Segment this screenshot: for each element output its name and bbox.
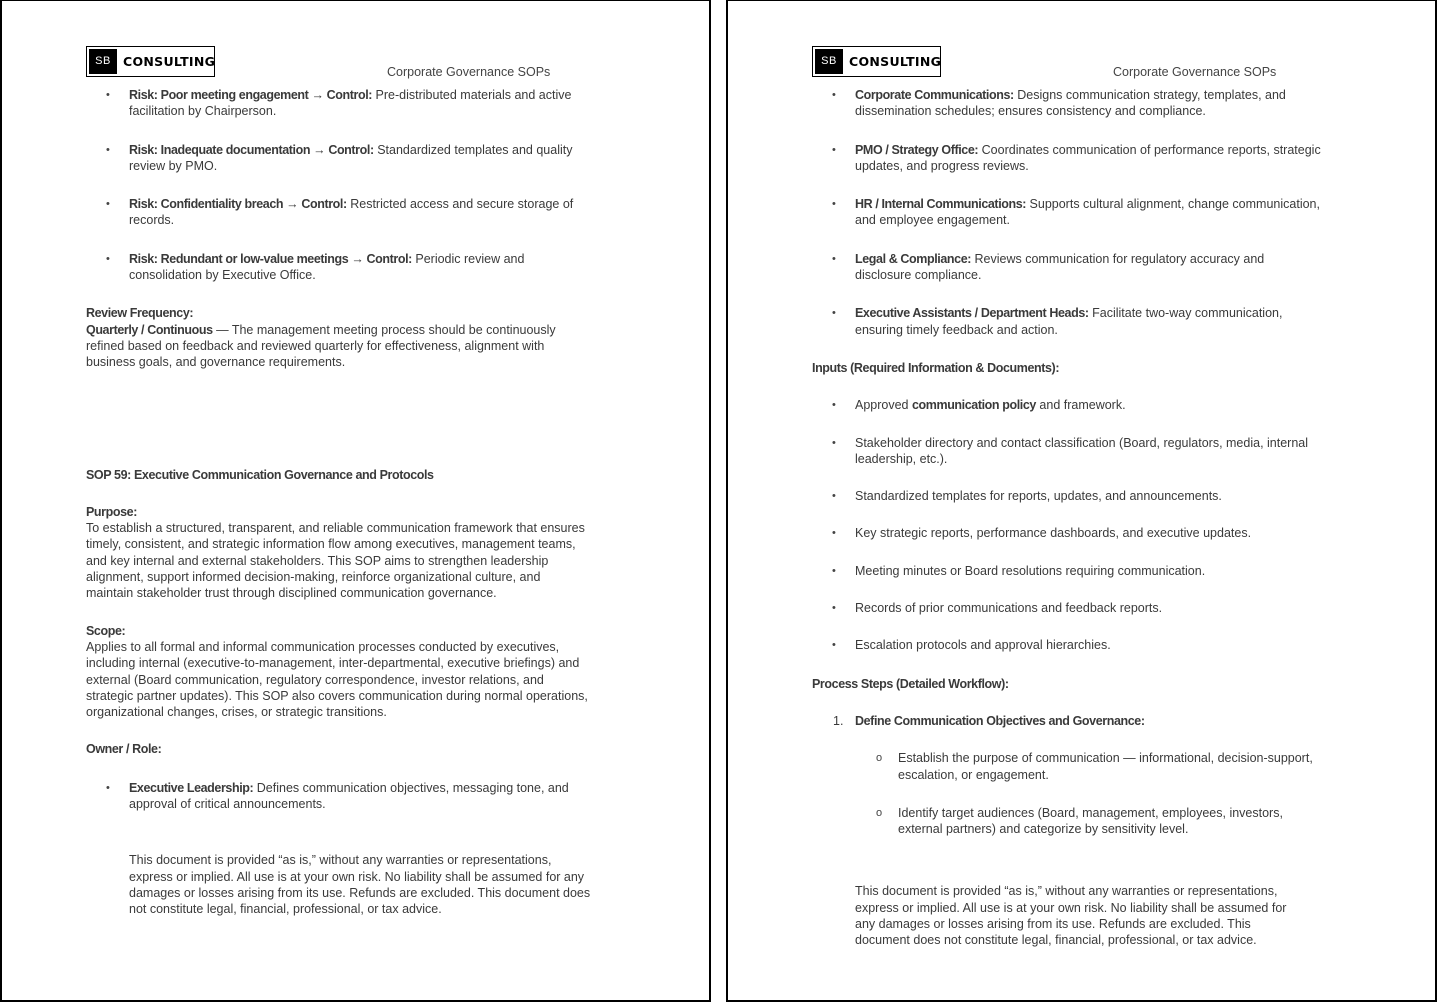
- page-content: [812, 87, 1322, 949]
- process-step: [812, 713, 1322, 729]
- disclaimer: This document is provided “as is,” without any warranties or representations, express or implied. All use is at your own risk. No liability shall be assumed for any damages or losses arising from its use. Refunds are excluded. This document does not constitute legal, financial, professional, or tax advice.: [855, 884, 1287, 948]
- logo-wordmark: CONSULTING: [123, 54, 216, 69]
- purpose-label: Purpose:: [86, 504, 137, 519]
- list-item: • Risk: Redundant or low-value meetings → Control: Periodic review and consolidation by Executive Office.: [86, 251, 591, 284]
- page-content: [86, 87, 591, 918]
- review-frequency-label: Review Frequency:: [86, 306, 194, 321]
- inputs-list: [812, 397, 1322, 653]
- review-frequency-text: Quarterly / Continuous — The management meeting process should be continuously refined based on feedback and reviewed quarterly for effectiveness, alignment with business goals, and governance requirements.: [86, 322, 556, 370]
- step-title: Define Communication Objectives and Governance:: [855, 713, 1145, 728]
- step-number: 1.: [833, 713, 844, 728]
- list-item: • Meeting minutes or Board resolutions requiring communication.: [812, 563, 1322, 579]
- list-item: • Approved communication policy and framework.: [812, 397, 1322, 413]
- substep-item: o Identify target audiences (Board, management, employees, investors, external partners) and categorize by sensitivity level.: [812, 805, 1322, 838]
- sb-consulting-logo: [812, 46, 941, 77]
- purpose-text: To establish a structured, transparent, and reliable communication framework that ensures timely, consistent, and strategic information flow among executives, management teams, and key internal and external stakeholders. This SOP aims to strengthen leadership alignment, support informed decision-making, reinforce organizational culture, and maintain stakeholder trust through disciplined communication governance.: [86, 521, 585, 601]
- list-item: • HR / Internal Communications: Supports cultural alignment, change communication, and employee engagement.: [812, 196, 1322, 229]
- scope-label: Scope:: [86, 623, 126, 638]
- substep-item: o Establish the purpose of communication — informational, decision-support, escalation, or engagement.: [812, 750, 1322, 783]
- list-item: • Risk: Inadequate documentation → Control: Standardized templates and quality review by PMO.: [86, 142, 591, 175]
- list-item: • Key strategic reports, performance dashboards, and executive updates.: [812, 525, 1322, 541]
- list-item: • PMO / Strategy Office: Coordinates communication of performance reports, strategic updates, and progress reviews.: [812, 142, 1322, 175]
- list-item: • Risk: Confidentiality breach → Control: Restricted access and secure storage of records.: [86, 196, 591, 229]
- document-page-right: [726, 0, 1437, 1002]
- logo-wordmark: CONSULTING: [849, 54, 942, 69]
- list-item: • Executive Assistants / Department Heads: Facilitate two-way communication, ensuring timely feedback and action.: [812, 305, 1322, 338]
- sb-consulting-logo: [86, 46, 215, 77]
- risk-control-list: [86, 87, 591, 283]
- owner-list: [86, 780, 591, 813]
- logo-mark: SB: [89, 49, 117, 74]
- list-item: • Legal & Compliance: Reviews communication for regulatory accuracy and disclosure compliance.: [812, 251, 1322, 284]
- process-steps-list: [812, 713, 1322, 729]
- owner-role-label: Owner / Role:: [86, 742, 162, 757]
- scope-text: Applies to all formal and informal communication processes conducted by executives, including internal (executive-to-management, inter-departmental, executive briefings) and external (Board communication, regulatory correspondence, investor relations, and strategic partner updates). This SOP also covers communication during normal operations, organizational changes, crises, or strategic transitions.: [86, 639, 588, 720]
- page-header-title: Corporate Governance SOPs: [387, 65, 551, 79]
- logo-mark: SB: [815, 49, 843, 74]
- list-item: • Records of prior communications and feedback reports.: [812, 600, 1322, 616]
- list-item: • Executive Leadership: Defines communication objectives, messaging tone, and approval of critical announcements.: [86, 780, 591, 813]
- owner-list: [812, 87, 1322, 338]
- sop-title: SOP 59: Executive Communication Governance and Protocols: [86, 467, 434, 482]
- list-item: • Stakeholder directory and contact classification (Board, regulators, media, internal leadership, etc.).: [812, 435, 1322, 468]
- list-item: • Corporate Communications: Designs communication strategy, templates, and dissemination schedules; ensures consistency and compliance.: [812, 87, 1322, 120]
- document-page-left: [0, 0, 711, 1002]
- process-steps-label: Process Steps (Detailed Workflow):: [812, 676, 1009, 691]
- substeps-list: [812, 750, 1322, 837]
- page-header-title: Corporate Governance SOPs: [1113, 65, 1277, 79]
- list-item: • Standardized templates for reports, updates, and announcements.: [812, 488, 1322, 504]
- list-item: • Risk: Poor meeting engagement → Control: Pre-distributed materials and active facilitation by Chairperson.: [86, 87, 591, 120]
- disclaimer: This document is provided “as is,” without any warranties or representations, express or implied. All use is at your own risk. No liability shall be assumed for any damages or losses arising from its use. Refunds are excluded. This document does not constitute legal, financial, professional, or tax advice.: [129, 853, 591, 917]
- inputs-label: Inputs (Required Information & Documents):: [812, 360, 1060, 375]
- list-item: • Escalation protocols and approval hierarchies.: [812, 637, 1322, 653]
